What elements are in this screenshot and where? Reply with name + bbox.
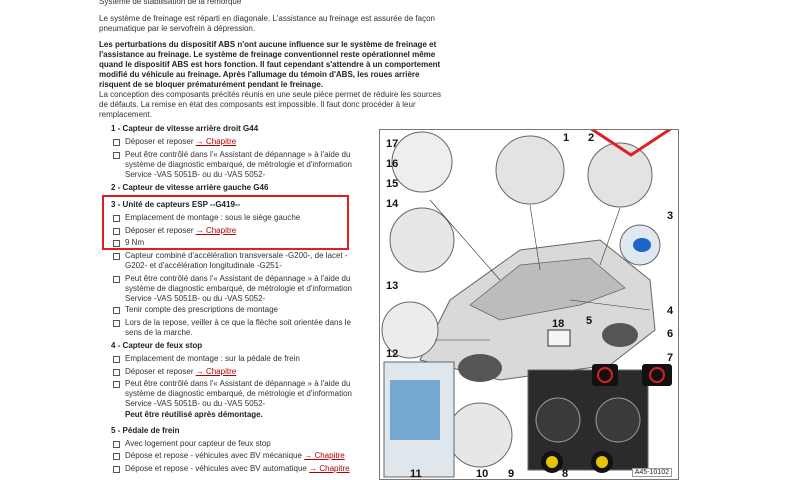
section-heading-5: 5 - Pédale de frein — [111, 426, 180, 435]
square-bullet-icon — [113, 369, 120, 376]
square-bullet-icon — [113, 139, 120, 146]
callout-4: 4 — [667, 305, 674, 317]
square-bullet-icon — [113, 240, 120, 247]
section-heading-1: 1 - Capteur de vitesse arrière droit G44 — [111, 124, 259, 133]
callout-7: 7 — [667, 352, 674, 364]
list-item: Peut être contrôlé dans l'« Assistant de dépannage » à l'aide du système de diagnostic embarqué, de métrologie et d'information Service -VAS 5051B- ou du -VAS 5052- — [125, 379, 365, 409]
list-item: Déposer et reposer → Chapitre — [125, 226, 365, 236]
square-bullet-icon — [113, 276, 120, 283]
callout-11: 11 — [410, 468, 422, 480]
square-bullet-icon — [113, 152, 120, 159]
callout-10: 10 — [476, 468, 489, 480]
callout-3: 3 — [667, 210, 674, 222]
list-item: Emplacement de montage : sur la pédale de frein — [125, 354, 365, 364]
chapter-link[interactable]: → Chapitre — [195, 367, 237, 376]
callout-2: 2 — [588, 132, 595, 144]
callout-5: 5 — [586, 315, 593, 327]
square-bullet-icon — [113, 356, 120, 363]
square-bullet-icon — [113, 228, 120, 235]
square-bullet-icon — [113, 441, 120, 448]
list-item: Lors de la repose, veiller à ce que la flèche soit orientée dans le sens de la marche. — [125, 318, 365, 338]
square-bullet-icon — [113, 253, 120, 260]
list-item: Peut être contrôlé dans l'« Assistant de dépannage » à l'aide du système de diagnostic embarqué, de métrologie et d'information Service -VAS 5051B- ou du -VAS 5052- — [125, 150, 365, 180]
paragraph: La conception des composants précités réunis en une seule pièce permet de réduire les sources de défauts. La remise en état des composants est impossible. Il faut donc procéder à leur remplacement. — [99, 90, 441, 119]
square-bullet-icon — [113, 381, 120, 388]
list-item: Avec logement pour capteur de feux stop — [125, 439, 365, 449]
list-item: Déposer et reposer → Chapitre — [125, 137, 365, 147]
square-bullet-icon — [113, 453, 120, 460]
list-item: Capteur combiné d'accélération transversale -G200-, de lacet -G202- et d'accélération longitudinale -G251- — [125, 251, 365, 271]
list-item: Dépose et repose - véhicules avec BV automatique → Chapitre — [125, 464, 365, 474]
callout-15: 15 — [386, 178, 399, 190]
square-bullet-icon — [113, 307, 120, 314]
callout-6: 6 — [667, 328, 674, 340]
callout-16: 16 — [386, 158, 399, 170]
list-item: Dépose et repose - véhicules avec BV mécanique → Chapitre — [125, 451, 365, 461]
callout-8: 8 — [562, 468, 569, 480]
diagram-illustration — [380, 130, 679, 480]
list-item: Emplacement de montage : sous le siège gauche — [125, 213, 365, 223]
square-bullet-icon — [113, 215, 120, 222]
callout-18: 18 — [552, 318, 565, 330]
list-item: 9 Nm — [125, 238, 365, 248]
paragraph: Le système de freinage est réparti en diagonale. L'assistance au freinage est assurée de façon pneumatique par le servofrein à dépression. — [99, 14, 435, 33]
list-item: Déposer et reposer → Chapitre — [125, 367, 365, 377]
chapter-link[interactable]: → Chapitre — [309, 464, 350, 473]
section-heading-4: 4 - Capteur de feux stop — [111, 341, 203, 350]
callout-1: 1 — [563, 132, 570, 144]
callout-17: 17 — [386, 138, 399, 150]
square-bullet-icon — [113, 320, 120, 327]
chapter-link[interactable]: → Chapitre — [195, 137, 237, 146]
chapter-link[interactable]: → Chapitre — [304, 451, 345, 460]
callout-12: 12 — [386, 348, 399, 360]
square-bullet-icon — [113, 466, 120, 473]
figure-reference: A45-10102 — [632, 468, 672, 477]
list-item: Tenir compte des prescriptions de montage — [125, 305, 365, 315]
chapter-link[interactable]: → Chapitre — [195, 226, 237, 235]
section-heading-3: 3 - Unité de capteurs ESP --G419-- — [111, 200, 241, 209]
list-item: Système de stabilisation de la remorque — [99, 0, 242, 6]
callout-14: 14 — [386, 198, 399, 210]
section-heading-2: 2 - Capteur de vitesse arrière gauche G46 — [111, 183, 269, 192]
paragraph-bold: Les perturbations du dispositif ABS n'ont aucune influence sur le système de freinage et l'assistance au freinage. Le système de freinage conventionnel reste opérationnel même quand le dispositif ABS est hors fonction. Il faut cependant s'attendre à un comportement modifié du véhicule au freinage. Après l'allumage du témoin d'ABS, les roues arrière risquent de se bloquer prématurément pendant le freinage. — [99, 40, 441, 89]
list-item: Peut être contrôlé dans l'« Assistant de dépannage » à l'aide du système de diagnostic embarqué, de métrologie et d'information Service -VAS 5051B- ou du -VAS 5052- — [125, 274, 365, 304]
callout-9: 9 — [508, 468, 515, 480]
component-diagram — [379, 129, 679, 480]
note-text: Peut être réutilisé après démontage. — [125, 410, 263, 419]
callout-13: 13 — [386, 280, 399, 292]
